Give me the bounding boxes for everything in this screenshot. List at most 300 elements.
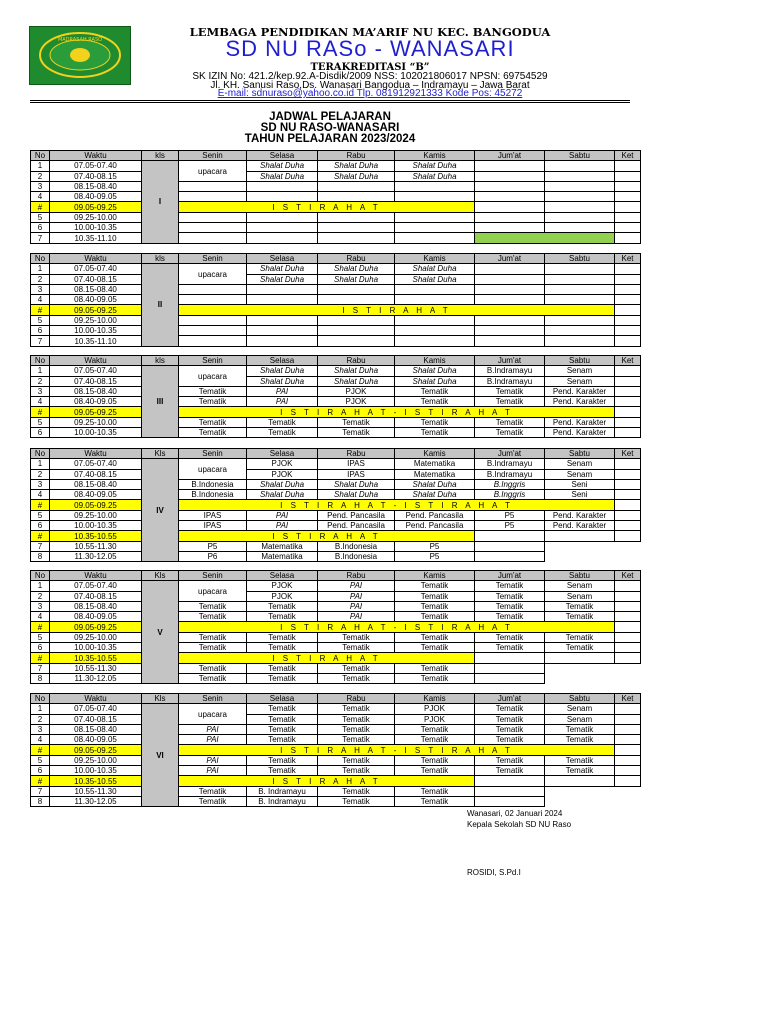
ket-cell (615, 284, 641, 294)
table-row (31, 766, 641, 776)
time-slot: 07.05-07.40 (50, 161, 142, 171)
ket-cell (615, 264, 641, 274)
upacara-cell: upacara (179, 459, 247, 480)
subject-rabu: Tematik (318, 766, 395, 776)
row-number: 5 (31, 212, 50, 222)
ket-cell (615, 407, 641, 417)
subject-selasa (247, 233, 318, 243)
ket-cell (615, 315, 641, 325)
subject-sabtu (545, 223, 615, 233)
sabtu-cell (545, 202, 615, 212)
time-slot: 10.00-10.35 (50, 766, 142, 776)
ket-cell (615, 643, 641, 653)
subject-rabu: Shalat Duha (318, 479, 395, 489)
subject-sabtu: Seni (545, 479, 615, 489)
table-row (31, 704, 641, 714)
subject-sabtu (545, 336, 615, 346)
ket-cell (615, 161, 641, 171)
time-slot: 08.40-09.05 (50, 192, 142, 202)
subject-sabtu: Senam (545, 581, 615, 591)
subject-selasa: Tematik (247, 673, 318, 683)
subject-kamis (395, 326, 475, 336)
table-row (31, 510, 641, 520)
subject-sabtu: Seni (545, 490, 615, 500)
subject-senin: IPAS (179, 510, 247, 520)
row-number: 2 (31, 591, 50, 601)
ket-cell (475, 786, 545, 796)
subject-kamis: Matematika (395, 459, 475, 469)
subject-kamis: Tematik (395, 417, 475, 427)
time-slot: 10.35-10.55 (50, 776, 142, 786)
subject-selasa: PAI (247, 521, 318, 531)
column-header: Jum'at (475, 356, 545, 366)
subject-jumat (475, 264, 545, 274)
subject-selasa: Tematik (247, 663, 318, 673)
row-number: 7 (31, 541, 50, 551)
column-header: Senin (179, 254, 247, 264)
signature-block (467, 808, 571, 878)
row-number: 3 (31, 181, 50, 191)
subject-kamis: Tematik (395, 724, 475, 734)
subject-rabu (318, 192, 395, 202)
subject-kamis: P5 (395, 541, 475, 551)
row-number: 6 (31, 223, 50, 233)
ket-cell (615, 428, 641, 438)
column-header: No (31, 694, 50, 704)
row-number: 2 (31, 469, 50, 479)
class-label: V (142, 581, 179, 684)
subject-selasa: Shalat Duha (247, 479, 318, 489)
break-banner: I S T I R A H A T (179, 776, 475, 786)
subject-senin (179, 212, 247, 222)
table-row (31, 326, 641, 336)
subject-rabu: Tematik (318, 673, 395, 683)
subject-jumat (475, 284, 545, 294)
column-header: kls (142, 254, 179, 264)
subject-jumat (475, 295, 545, 305)
schedule-table (30, 570, 641, 684)
subject-kamis: Tematik (395, 766, 475, 776)
subject-jumat (475, 274, 545, 284)
subject-sabtu (545, 284, 615, 294)
subject-rabu (318, 326, 395, 336)
subject-selasa: PJOK (247, 591, 318, 601)
subject-selasa: Tematik (247, 601, 318, 611)
time-slot: 08.15-08.40 (50, 479, 142, 489)
subject-sabtu: Senam (545, 469, 615, 479)
table-row (31, 663, 641, 673)
row-number: 3 (31, 724, 50, 734)
ket-cell (615, 490, 641, 500)
subject-jumat: Tematik (475, 643, 545, 653)
subject-sabtu: Pend. Karakter (545, 417, 615, 427)
subject-selasa: Shalat Duha (247, 171, 318, 181)
row-number: 5 (31, 755, 50, 765)
subject-jumat: B.Indramayu (475, 376, 545, 386)
ket-cell (615, 417, 641, 427)
subject-senin (179, 336, 247, 346)
subject-kamis: Tematik (395, 581, 475, 591)
table-row (31, 551, 641, 561)
subject-sabtu: Tematik (545, 601, 615, 611)
time-slot: 10.55-11.30 (50, 663, 142, 673)
ket-cell (615, 714, 641, 724)
subject-sabtu: Pend. Karakter (545, 510, 615, 520)
break-banner: I S T I R A H A T (179, 531, 475, 541)
subject-jumat: B.Indramayu (475, 366, 545, 376)
subject-rabu: IPAS (318, 469, 395, 479)
time-slot: 08.15-08.40 (50, 724, 142, 734)
table-row (31, 386, 641, 396)
subject-senin: PAI (179, 766, 247, 776)
time-slot: 07.05-07.40 (50, 264, 142, 274)
column-header: Senin (179, 571, 247, 581)
subject-jumat: Tematik (475, 581, 545, 591)
lembaga-name: LEMBAGA PENDIDIKAN MA’ARIF NU KEC. BANGODUA (189, 25, 551, 39)
subject-kamis (395, 223, 475, 233)
break-banner: I S T I R A H A T - I S T I R A H A T (179, 622, 615, 632)
subject-jumat: B.Inggris (475, 479, 545, 489)
subject-jumat (475, 181, 545, 191)
row-number: 3 (31, 284, 50, 294)
subject-rabu: IPAS (318, 459, 395, 469)
row-number: # (31, 653, 50, 663)
subject-sabtu (545, 295, 615, 305)
table-row (31, 755, 641, 765)
ket-cell (615, 601, 641, 611)
subject-selasa: Tematik (247, 632, 318, 642)
class-label: I (142, 161, 179, 243)
row-number: 1 (31, 264, 50, 274)
break-banner: I S T I R A H A T (179, 202, 475, 212)
column-header: Waktu (50, 254, 142, 264)
subject-selasa: PAI (247, 397, 318, 407)
break-banner: I S T I R A H A T - I S T I R A H A T (179, 407, 615, 417)
subject-kamis: Tematik (395, 632, 475, 642)
column-header: Jum'at (475, 254, 545, 264)
row-number: 2 (31, 171, 50, 181)
time-slot: 10.35-11.10 (50, 233, 142, 243)
subject-senin: B.Indonesia (179, 490, 247, 500)
row-number: 4 (31, 295, 50, 305)
ket-cell (615, 397, 641, 407)
ket-cell (615, 295, 641, 305)
email-link[interactable]: E-mail: sdnuraso@yahoo.co.id Tlp. 081912921333 Kode Pos: 45272 (217, 88, 523, 99)
column-header: Rabu (318, 356, 395, 366)
subject-senin (179, 192, 247, 202)
subject-sabtu: Pend. Karakter (545, 521, 615, 531)
column-header: Jum'at (475, 694, 545, 704)
table-row (31, 336, 641, 346)
subject-jumat: Tematik (475, 428, 545, 438)
table-row (31, 295, 641, 305)
column-header: Sabtu (545, 151, 615, 161)
table-row (31, 643, 641, 653)
subject-jumat: Tematik (475, 724, 545, 734)
subject-rabu: PJOK (318, 386, 395, 396)
time-slot: 08.40-09.05 (50, 397, 142, 407)
table-header-row (31, 356, 641, 366)
schedule-table (30, 693, 641, 807)
upacara-cell: upacara (179, 704, 247, 725)
subject-sabtu (545, 264, 615, 274)
subject-rabu: Tematik (318, 643, 395, 653)
ket-cell (615, 755, 641, 765)
table-header-row (31, 571, 641, 581)
subject-senin: B.Indonesia (179, 479, 247, 489)
subject-rabu: PAI (318, 591, 395, 601)
time-slot: 10.00-10.35 (50, 521, 142, 531)
subject-sabtu (545, 274, 615, 284)
column-header: Senin (179, 356, 247, 366)
subject-rabu (318, 181, 395, 191)
time-slot: 10.55-11.30 (50, 786, 142, 796)
row-number: 8 (31, 551, 50, 561)
table-row (31, 305, 641, 315)
ket-cell (615, 459, 641, 469)
subject-jumat (475, 326, 545, 336)
table-row (31, 181, 641, 191)
table-row (31, 202, 641, 212)
subject-jumat: B.Indramayu (475, 459, 545, 469)
table-row (31, 417, 641, 427)
column-header: Senin (179, 449, 247, 459)
row-number: 7 (31, 663, 50, 673)
table-row (31, 490, 641, 500)
ket-cell (615, 386, 641, 396)
row-number: 5 (31, 510, 50, 520)
subject-sabtu: Tematik (545, 724, 615, 734)
column-header: No (31, 254, 50, 264)
column-header: Kamis (395, 571, 475, 581)
subject-kamis (395, 233, 475, 243)
subject-kamis: Tematik (395, 673, 475, 683)
table-row (31, 428, 641, 438)
subject-selasa (247, 315, 318, 325)
column-header: Ket (615, 571, 641, 581)
column-header: Kamis (395, 356, 475, 366)
column-header: No (31, 356, 50, 366)
ket-cell (615, 612, 641, 622)
ket-cell (615, 766, 641, 776)
column-header: Selasa (247, 356, 318, 366)
subject-jumat: Tematik (475, 612, 545, 622)
subject-kamis: PJOK (395, 714, 475, 724)
subject-rabu: Tematik (318, 428, 395, 438)
row-number: 7 (31, 233, 50, 243)
row-number: 2 (31, 274, 50, 284)
column-header: Kls (142, 694, 179, 704)
jumat-cell (475, 531, 545, 541)
subject-selasa: Tematik (247, 755, 318, 765)
time-slot: 07.40-08.15 (50, 171, 142, 181)
column-header: Sabtu (545, 694, 615, 704)
subject-selasa: Tematik (247, 417, 318, 427)
subject-selasa: Matematika (247, 551, 318, 561)
subject-selasa: PJOK (247, 581, 318, 591)
column-header: Ket (615, 151, 641, 161)
subject-kamis: Pend. Pancasila (395, 521, 475, 531)
ket-cell (615, 704, 641, 714)
row-number: # (31, 745, 50, 755)
subject-selasa: Tematik (247, 724, 318, 734)
subject-senin: IPAS (179, 521, 247, 531)
row-number: 6 (31, 521, 50, 531)
table-row (31, 212, 641, 222)
column-header: kls (142, 151, 179, 161)
column-header: Kls (142, 449, 179, 459)
table-row (31, 581, 641, 591)
time-slot: 10.00-10.35 (50, 223, 142, 233)
subject-selasa: PJOK (247, 469, 318, 479)
subject-selasa: Shalat Duha (247, 376, 318, 386)
subject-senin (179, 315, 247, 325)
subject-jumat: Tematik (475, 397, 545, 407)
column-header: Kamis (395, 694, 475, 704)
subject-selasa (247, 326, 318, 336)
ket-cell (615, 776, 641, 786)
row-number: 5 (31, 632, 50, 642)
column-header: No (31, 151, 50, 161)
column-header: Jum'at (475, 151, 545, 161)
subject-jumat (475, 192, 545, 202)
subject-sabtu (545, 315, 615, 325)
time-slot: 08.15-08.40 (50, 284, 142, 294)
subject-senin: Tematik (179, 663, 247, 673)
column-header: Selasa (247, 254, 318, 264)
break-banner: I S T I R A H A T - I S T I R A H A T (179, 500, 615, 510)
subject-kamis: Tematik (395, 397, 475, 407)
letterhead (0, 0, 768, 110)
table-row (31, 161, 641, 171)
ket-cell (615, 202, 641, 212)
subject-senin: Tematik (179, 632, 247, 642)
time-slot: 07.40-08.15 (50, 274, 142, 284)
column-header: Rabu (318, 694, 395, 704)
row-number: 4 (31, 490, 50, 500)
subject-senin (179, 295, 247, 305)
table-row (31, 284, 641, 294)
subject-rabu: Shalat Duha (318, 376, 395, 386)
subject-selasa: Shalat Duha (247, 490, 318, 500)
table-row (31, 376, 641, 386)
subject-selasa: Tematik (247, 766, 318, 776)
subject-senin: Tematik (179, 796, 247, 806)
table-row (31, 632, 641, 642)
ket-cell (615, 469, 641, 479)
subject-kamis: Tematik (395, 755, 475, 765)
break-banner: I S T I R A H A T (179, 653, 475, 663)
subject-senin: Tematik (179, 673, 247, 683)
column-header: Ket (615, 356, 641, 366)
upacara-cell: upacara (179, 366, 247, 387)
ket-cell (615, 622, 641, 632)
ket-cell (615, 724, 641, 734)
school-name: SD NU RASo - WANASARI (225, 36, 515, 61)
table-row (31, 673, 641, 683)
table-row (31, 171, 641, 181)
subject-jumat: P5 (475, 521, 545, 531)
ket-cell (615, 521, 641, 531)
subject-senin: Tematik (179, 601, 247, 611)
subject-sabtu (545, 212, 615, 222)
subject-kamis (395, 336, 475, 346)
time-slot: 07.05-07.40 (50, 581, 142, 591)
row-number: 4 (31, 192, 50, 202)
subject-kamis: Pend. Pancasila (395, 510, 475, 520)
ket-cell (615, 212, 641, 222)
table-row (31, 366, 641, 376)
column-header: Rabu (318, 254, 395, 264)
subject-rabu (318, 212, 395, 222)
subject-senin: Tematik (179, 397, 247, 407)
time-slot: 07.05-07.40 (50, 366, 142, 376)
subject-selasa: PAI (247, 386, 318, 396)
subject-kamis: Tematik (395, 663, 475, 673)
ket-cell (615, 274, 641, 284)
upacara-cell: upacara (179, 264, 247, 285)
ket-cell (475, 796, 545, 806)
subject-sabtu (545, 181, 615, 191)
table-header-row (31, 694, 641, 704)
time-slot: 10.55-11.30 (50, 541, 142, 551)
table-row (31, 274, 641, 284)
subject-jumat: Tematik (475, 704, 545, 714)
time-slot: 11.30-12.05 (50, 796, 142, 806)
time-slot: 09.05-09.25 (50, 500, 142, 510)
table-row (31, 541, 641, 551)
subject-rabu: PAI (318, 612, 395, 622)
subject-kamis: Shalat Duha (395, 479, 475, 489)
table-row (31, 315, 641, 325)
jumat-cell (475, 653, 545, 663)
column-header: Rabu (318, 151, 395, 161)
ket-cell (615, 500, 641, 510)
row-number: 3 (31, 386, 50, 396)
column-header: Senin (179, 694, 247, 704)
time-slot: 09.25-10.00 (50, 315, 142, 325)
subject-rabu: Pend. Pancasila (318, 521, 395, 531)
row-number: 6 (31, 326, 50, 336)
subject-selasa: Shalat Duha (247, 161, 318, 171)
ket-cell (475, 541, 545, 551)
table-row (31, 724, 641, 734)
subject-rabu (318, 233, 395, 243)
row-number: 1 (31, 581, 50, 591)
subject-senin: Tematik (179, 417, 247, 427)
jumat-cell (475, 202, 545, 212)
row-number: 3 (31, 601, 50, 611)
subject-kamis: PJOK (395, 704, 475, 714)
table-row (31, 612, 641, 622)
subject-selasa (247, 181, 318, 191)
row-number: 1 (31, 459, 50, 469)
subject-kamis: Shalat Duha (395, 264, 475, 274)
sign-role: Kepala Sekolah SD NU Raso (467, 820, 572, 829)
subject-kamis: Tematik (395, 735, 475, 745)
subject-kamis: Tematik (395, 612, 475, 622)
time-slot: 10.00-10.35 (50, 643, 142, 653)
table-header-row (31, 449, 641, 459)
subject-senin (179, 233, 247, 243)
table-row (31, 786, 641, 796)
table-row (31, 407, 641, 417)
subject-rabu: Shalat Duha (318, 490, 395, 500)
subject-selasa: Tematik (247, 714, 318, 724)
subject-jumat (475, 336, 545, 346)
table-row (31, 521, 641, 531)
subject-sabtu: Tematik (545, 755, 615, 765)
